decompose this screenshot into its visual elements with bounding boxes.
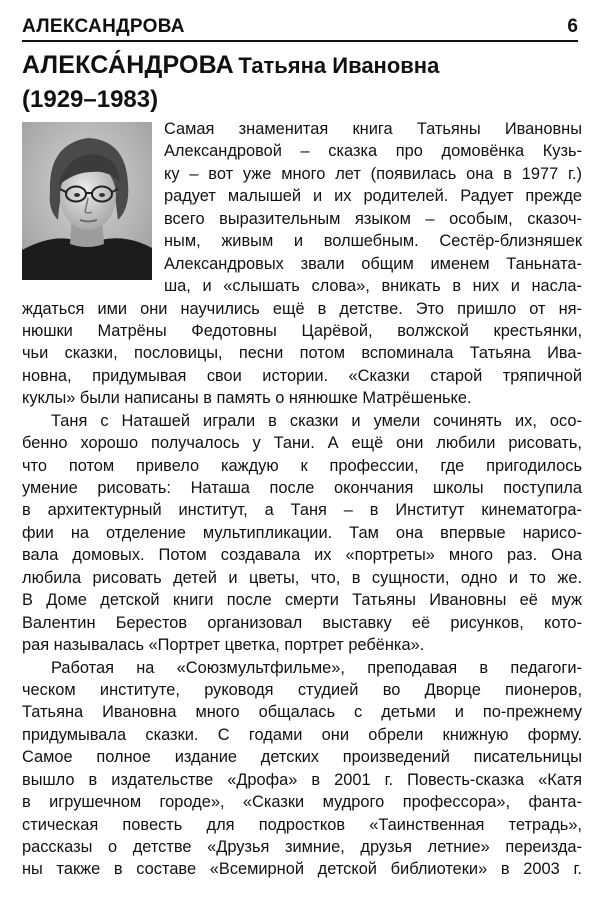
body-line: ша, и «слышать слова», вникать в них и насла- (164, 277, 582, 296)
body-line: ны также в составе «Всемирной детской библиотеки» в 2003 г. (22, 860, 582, 879)
body-line: в игрушечном городе», «Сказки мудрого профессора», фанта- (22, 793, 582, 812)
body-line: радует малышей и их родителей. Радует прежде (164, 187, 582, 206)
body-line: нюшки Матрёны Федотовны Царёвой, волжской крестьянки, (22, 321, 582, 340)
body-line: Александровых звали общим именем Таньната- (164, 254, 582, 273)
body-line: Валентин Берестов организовал выставку её рисунков, кото- (22, 613, 582, 632)
body-line: рая называлась «Портрет цветка, портрет ребёнка». (22, 636, 425, 655)
article-title (22, 50, 582, 115)
body-line: Татьяна Ивановна много общалась с детьми и по-прежнему (22, 703, 582, 722)
article-body (22, 118, 582, 881)
body-line: всего выразительным языком – особым, сказоч- (164, 209, 582, 228)
author-surname: АЛЕКСА́НДРОВА (22, 51, 234, 79)
body-line: умение рисовать: Наташа после окончания школы поступила (22, 479, 582, 497)
body-line: стическая повесть для подростков «Таинственная тетрадь», (22, 815, 582, 834)
body-line: вышло в издательстве «Дрофа» в 2001 г. Повесть-сказка «Катя (22, 770, 582, 789)
body-line: Самое полное издание детских произведений писательницы (22, 748, 582, 767)
author-given-names: Татьяна Ивановна (238, 53, 440, 78)
running-header (22, 14, 578, 42)
body-line: любила рисовать детей и цветы, что, в сущности, одно и то же. (22, 568, 582, 587)
body-line: чьи сказки, пословицы, песни потом вспоминала Татьяна Ива- (22, 344, 582, 363)
page-number: 6 (567, 16, 578, 37)
author-years: (1929–1983) (22, 86, 159, 113)
body-line: куклы» были написаны в память о нянюшке Матрёшеньке. (22, 389, 472, 408)
body-line: что потом привело каждую к профессии, где пригодилось (22, 456, 582, 475)
body-line: новна, придумывая свои истории. «Сказки старой тряпичной (22, 366, 582, 385)
body-line: Работая на «Союзмультфильме», преподавая в педагоги- (51, 658, 582, 677)
body-line: бенно хорошо получалось у Тани. А ещё они любили рисовать, (22, 434, 582, 453)
body-line: придумывала сказки. С годами они обрели книжную форму. (22, 725, 582, 744)
body-line: ным, живым и волшебным. Сестёр-близняшек (164, 232, 582, 251)
body-line: Таня с Наташей играли в сказки и умели сочинять их, осо- (51, 411, 582, 430)
body-line: рассказы о детстве «Друзья зимние, друзья летние» переизда- (22, 838, 582, 856)
body-line: Александровой – сказка про домовёнка Кузь- (164, 142, 582, 161)
body-line: ческом институте, руководя студией во Дворце пионеров, (22, 680, 582, 699)
body-line: В Доме детской книги после смерти Татьяны Ивановны её муж (22, 591, 582, 610)
body-line: ждаться ими они научились ещё в детстве. Это пришло от ня- (22, 299, 582, 318)
body-line: фии на отделение мультипликации. Там она впервые нарисо- (22, 523, 582, 542)
body-line: Самая знаменитая книга Татьяны Ивановны (164, 120, 582, 138)
body-line: в архитектурный институт, а Таня – в Институт кинематогра- (22, 501, 582, 520)
body-line: вала домовых. Потом создавала их «портреты» много раз. Она (22, 546, 582, 565)
body-line: ку – вот уже много лет (появилась она в 1977 г.) (164, 164, 582, 183)
running-title: АЛЕКСАНДРОВА (22, 16, 185, 37)
